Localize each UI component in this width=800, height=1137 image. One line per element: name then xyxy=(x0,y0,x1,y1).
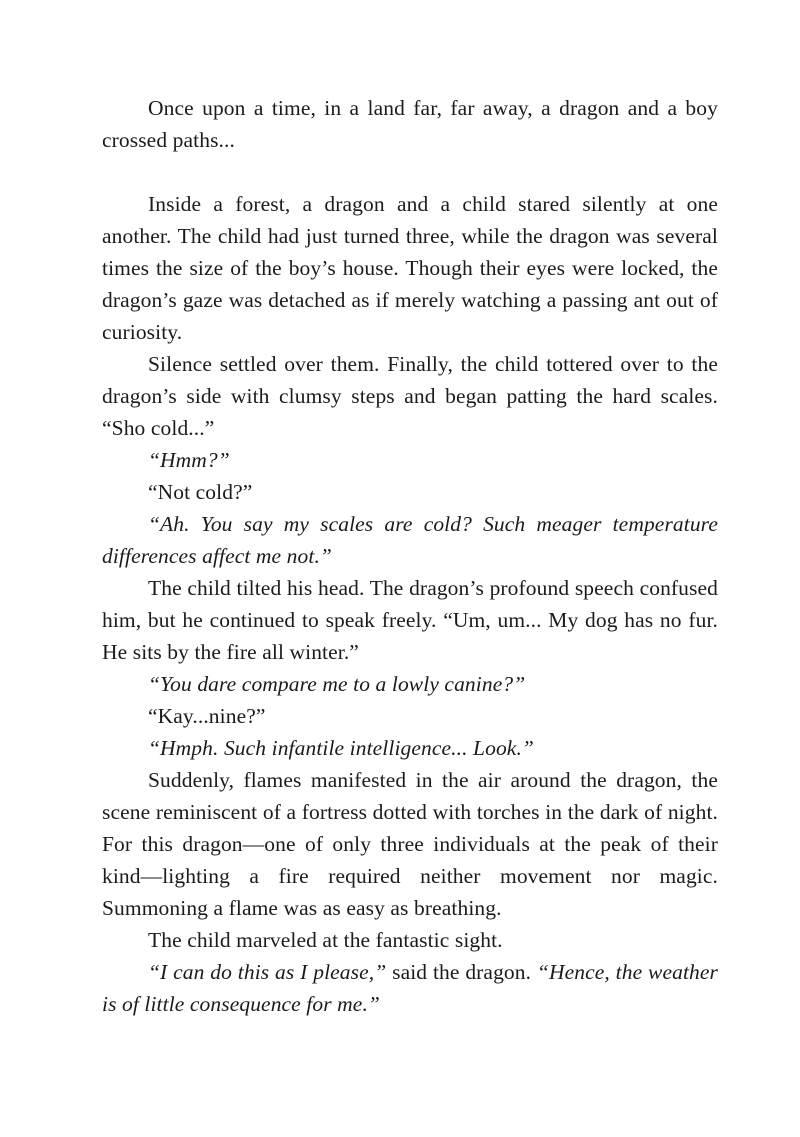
italic-text-segment: “Hmm?” xyxy=(148,448,230,472)
text-segment: The child marveled at the fantastic sight. xyxy=(148,928,503,952)
paragraph-dialogue-hmm xyxy=(102,444,718,476)
text-segment: said the dragon. xyxy=(392,960,537,984)
paragraph-child-tilted-head xyxy=(102,572,718,668)
paragraph-forest-meeting xyxy=(102,188,718,348)
paragraph-flames-manifested xyxy=(102,764,718,924)
paragraph-dialogue-lowly-canine xyxy=(102,668,718,700)
text-segment: The child tilted his head. The dragon’s profound speech confused him, but he continued to speak freely. “Um, um... My dog has no fur. He sits by the fire all winter.” xyxy=(102,576,718,664)
paragraph-dialogue-not-cold xyxy=(102,476,718,508)
italic-text-segment: “Hence, the weather is of little consequence for me.” xyxy=(102,960,718,1016)
paragraph-opening xyxy=(102,92,718,156)
italic-text-segment: “You dare compare me to a lowly canine?” xyxy=(148,672,526,696)
italic-text-segment: “Ah. You say my scales are cold? Such meager temperature differences affect me not.” xyxy=(102,512,718,568)
paragraph-dialogue-infantile xyxy=(102,732,718,764)
paragraph-dialogue-scales-cold xyxy=(102,508,718,572)
paragraph-silence-settled xyxy=(102,348,718,444)
text-segment: Inside a forest, a dragon and a child stared silently at one another. The child had just turned three, while the dragon was several times the size of the boy’s house. Though their eyes were locked, the dragon’s gaze was detached as if merely watching a passing ant out of curiosity. xyxy=(102,192,718,344)
text-segment: Once upon a time, in a land far, far away, a dragon and a boy crossed paths... xyxy=(102,96,718,152)
italic-text-segment: “Hmph. Such infantile intelligence... Look.” xyxy=(148,736,534,760)
text-segment: “Kay...nine?” xyxy=(148,704,266,728)
text-segment: Silence settled over them. Finally, the child tottered over to the dragon’s side with clumsy steps and began patting the hard scales. “Sho cold...” xyxy=(102,352,718,440)
text-segment: Suddenly, flames manifested in the air around the dragon, the scene reminiscent of a fortress dotted with torches in the dark of night. For this dragon—one of only three individuals at the peak of their kind—lighting a fire required neither movement nor magic. Summoning a flame was as easy as breathing. xyxy=(102,768,718,920)
paragraph-dialogue-kay-nine xyxy=(102,700,718,732)
italic-text-segment: “I can do this as I please,” xyxy=(148,960,393,984)
text-segment: “Not cold?” xyxy=(148,480,253,504)
page-text xyxy=(102,92,718,1020)
paragraph-dialogue-as-i-please xyxy=(102,956,718,1020)
paragraph-child-marveled xyxy=(102,924,718,956)
